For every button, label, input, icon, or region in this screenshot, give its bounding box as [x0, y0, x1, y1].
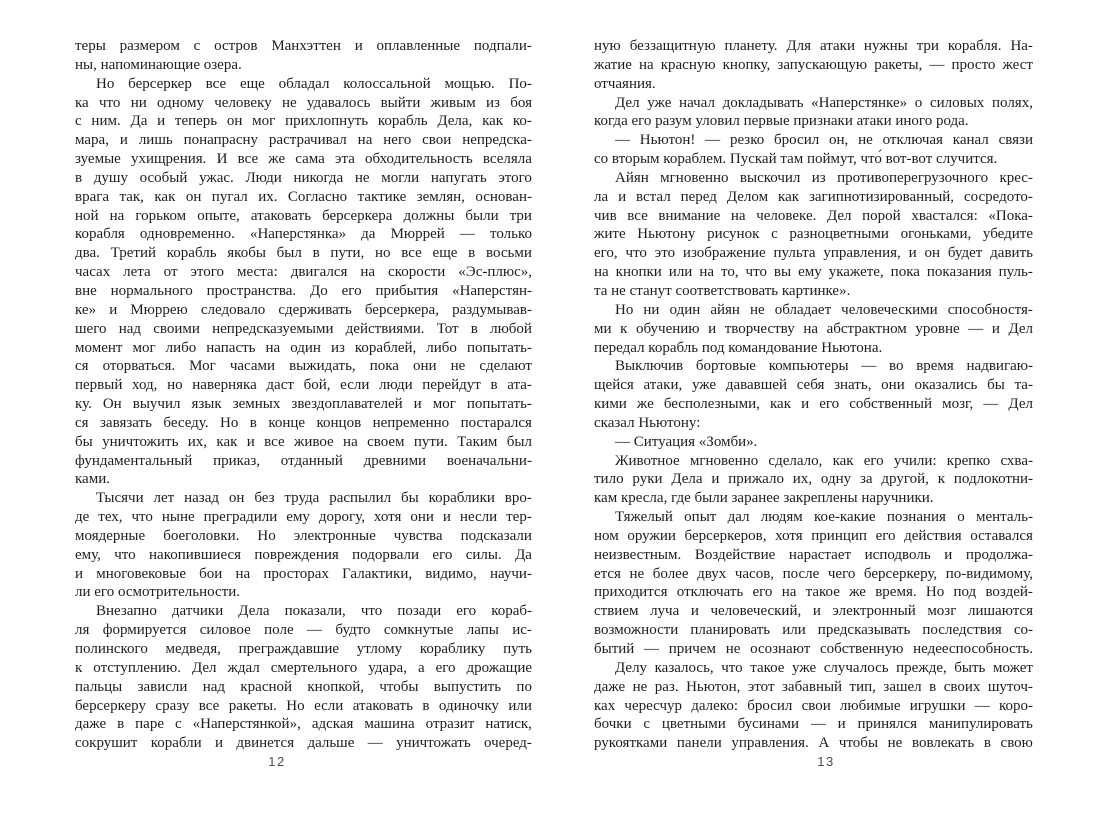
text-line: жатие на красную кнопку, запускающую ракеты, — просто жест	[594, 56, 1033, 73]
text-line: ка что ни одному человеку не удавалось выйти живым из боя	[75, 94, 532, 111]
text-line: в душу особый ужас. Люди никогда не могли напугать этого	[75, 169, 532, 186]
text-line: бытий — причем не осознают собственную недееспособность.	[594, 641, 1033, 657]
text-line: моядерные боеголовки. Но электронные чувства подсказали	[75, 527, 532, 544]
text-line: ке» и Мюррею следовало сдерживать берсеркера, раздумывав-	[75, 301, 532, 318]
text-line: со вторым кораблем. Пускай там поймут, что́ вот-вот случится.	[594, 151, 998, 168]
paragraph	[594, 659, 1033, 753]
text-line: ся оторваться. Мог часами выжидать, пока они не сделают	[75, 358, 532, 375]
paragraph	[594, 131, 1033, 169]
text-line: Внезапно датчики Дела показали, что позади его кораб-	[96, 603, 532, 620]
text-line: шего над своими непредсказуемыми действиями. Тот в любой	[75, 320, 532, 337]
text-line: зуемые ухищрения. И все же сама эта обходительность вселяла	[75, 151, 532, 168]
text-line: рукоятками панели управления. А чтобы не вовлекать в свою	[594, 735, 1033, 752]
text-line: Тысячи лет назад он без труда распылил бы кораблики вро-	[96, 490, 532, 507]
text-line: первый ход, но наверняка даст бой, если люди перейдут в ата-	[75, 377, 532, 394]
paragraph	[594, 37, 1033, 94]
paragraph	[594, 169, 1033, 301]
paragraph	[75, 489, 532, 602]
text-line: мара, и лишь понапрасну растрачивал на него свои непредска-	[75, 132, 532, 149]
text-line: Тяжелый опыт дал людям кое-какие познания о менталь-	[615, 509, 1033, 526]
text-line: ствием луча и человеческий, и электронный мозг лишаются	[594, 603, 1033, 620]
page-number-left: 12	[268, 754, 286, 769]
text-line: когда его разум уловил первые признаки атаки иного рода.	[594, 113, 969, 130]
text-line: приходится отключать его на такое же время. Но под воздей-	[594, 584, 1033, 601]
text-line: фундаментальный приказ, отданный древними военачальни-	[75, 452, 532, 469]
text-line: сказал Ньютону:	[594, 414, 701, 431]
text-line: берсеркеру сразу все ракеты. Но если атаковать в одиночку или	[75, 697, 532, 714]
text-line: де тех, что ныне преградили ему дорогу, хотя они и несли тер-	[75, 509, 532, 526]
text-line: возможности планировать или предсказывать последствия со-	[594, 622, 1033, 639]
text-line: бы уничтожить их, как и все живое на своем пути. Таким был	[75, 433, 532, 450]
paragraph	[594, 301, 1033, 358]
text-line: передал корабль под командование Ньютона.	[594, 339, 883, 356]
paragraph	[594, 94, 1033, 132]
paragraph	[75, 602, 532, 753]
paragraph	[75, 75, 532, 490]
text-line: Но ни один айян не обладает человеческими способностя-	[615, 301, 1033, 318]
text-line: полинского медведя, преграждавшие утлому кораблику путь	[75, 641, 532, 657]
page-right-text	[594, 37, 1033, 753]
text-line: даже в паре с «Наперстянкой», адская машина отразит натиск,	[75, 716, 532, 733]
text-line: вне нормального пространства. До его прибытия «Наперстян-	[75, 282, 532, 299]
paragraph	[75, 37, 532, 75]
text-line: ему, что накопившиеся повреждения подорвали его силы. Да	[75, 546, 532, 563]
text-line: щейся атаки, уже дававшей себя знать, они оказались бы та-	[594, 377, 1033, 394]
text-line: — Ситуация «Зомби».	[615, 433, 758, 450]
text-line: ном оружии берсеркеров, хотя принцип его действия оставался	[594, 527, 1033, 544]
text-line: часах лета от этого места: двигался на скорости «Эс-плюс»,	[75, 264, 532, 281]
text-line: с ним. Да и теперь он мог прихлопнуть корабль Дела, как ко-	[75, 113, 532, 130]
text-line: ку. Он выучил язык земных звездоплавателей и мог попытать-	[75, 396, 532, 413]
text-line: чив все внимание на человеке. Дел порой хвастался: «Пока-	[594, 207, 1033, 224]
text-line: пальцы зависли над красной кнопкой, чтобы выпустить по	[75, 678, 532, 695]
text-line: ется не более двух часов, после чего берсеркеру, по-видимому,	[594, 565, 1033, 582]
text-line: жите Ньютону рисунок с разноцветными огоньками, убедите	[594, 226, 1033, 243]
text-line: ках чересчур далеко: бросил свои любимые игрушки — коро-	[594, 697, 1033, 714]
text-line: Дел уже начал докладывать «Наперстянке» о силовых полях,	[615, 94, 1033, 111]
text-line: ми к обучению и творчеству на абстрактном уровне — и Дел	[594, 320, 1033, 337]
page-left-text	[75, 37, 532, 753]
text-line: ную беззащитную планету. Для атаки нужны три корабля. На-	[594, 38, 1033, 54]
text-line: ля формируется силовое поле — будто сомкнутые лапы ис-	[75, 622, 532, 639]
text-line: та не станут соответствовать картинке».	[594, 282, 851, 299]
text-line: Животное мгновенно сделало, как его учили: крепко схва-	[615, 452, 1033, 469]
text-line: момент мог либо напасть на один из кораблей, либо попытать-	[75, 339, 532, 356]
text-line: два. Третий корабль якобы был в пути, но все еще в восьми	[75, 245, 532, 262]
text-line: ла и встал перед Делом как загипнотизированный, сосредото-	[594, 188, 1033, 205]
text-line: Но берсеркер все еще обладал колоссальной мощью. По-	[96, 75, 532, 92]
text-line: корабля одновременно. «Наперстянка» да Мюррей — только	[75, 226, 532, 243]
text-line: врага так, как он пугал их. Согласно тактике землян, основан-	[75, 188, 532, 205]
text-line: кам кресла, где были заранее закреплены наручники.	[594, 490, 934, 507]
text-line: Делу казалось, что такое уже случалось прежде, быть может	[615, 659, 1033, 676]
text-line: кими же бесполезными, как и его собственный мозг, — Дел	[594, 396, 1033, 413]
text-line: — Ньютон! — резко бросил он, не отключая канал связи	[615, 132, 1033, 149]
text-line: Айян мгновенно выскочил из противоперегрузочного крес-	[615, 169, 1033, 186]
text-line: и многовековые бои на просторах Галактики, видимо, научи-	[75, 565, 532, 582]
text-line: Выключив бортовые компьютеры — во время надвигаю-	[615, 358, 1033, 375]
text-line: на кнопки или на то, что вы ему укажете, пока показания пуль-	[594, 264, 1033, 281]
paragraph	[594, 357, 1033, 432]
text-line: теры размером с остров Манхэттен и оплавленные подпали-	[75, 38, 532, 54]
text-line: к отступлению. Дел ждал смертельного удара, а его дрожащие	[75, 659, 532, 676]
text-line: ся завязать беседу. Но в конце концов непременно постарался	[75, 414, 532, 431]
paragraph	[594, 508, 1033, 659]
text-line: ками.	[75, 471, 110, 488]
text-line: отчаяния.	[594, 75, 656, 92]
text-line: сокрушит корабли и двинется дальше — уничтожать очеред-	[75, 735, 532, 752]
page-number-right: 13	[817, 754, 835, 769]
paragraph	[594, 452, 1033, 509]
text-line: неизвестным. Воздействие нарастает исподволь и продолжа-	[594, 546, 1033, 563]
text-line: тило руки Дела и прижало их, одну за другой, к подлокотни-	[594, 471, 1033, 488]
paragraph	[594, 433, 1033, 452]
text-line: бочки с цветными бусинами — и принялся манипулировать	[594, 716, 1033, 733]
text-line: даже не раз. Ньютон, этот забавный тип, зашел в своих шуточ-	[594, 678, 1033, 695]
text-line: ли его осмотрительности.	[75, 584, 240, 601]
text-line: ны, напоминающие озера.	[75, 56, 242, 73]
text-line: его, что это изображение пульта управления, и он будет давить	[594, 245, 1033, 262]
text-line: ной на горьком опыте, атаковать берсеркера должны были три	[75, 207, 532, 224]
